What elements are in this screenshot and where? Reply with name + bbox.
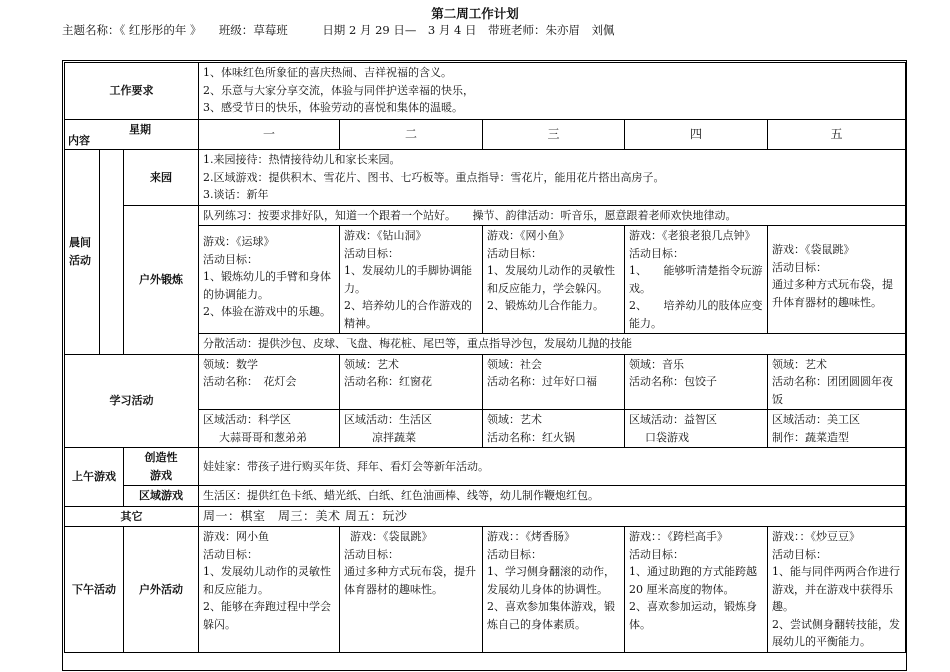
outdoor-game-cell: 游戏：《袋鼠跳》 活动目标： 通过多种方式玩布袋，提升体育器材的趣味性。 [768, 226, 906, 334]
requirement-item: 1、体味红色所象征的喜庆热闹、吉祥祝福的含义。 [203, 66, 453, 79]
day-header: 二 [340, 120, 483, 150]
class-label: 班级： [218, 23, 254, 37]
study-area-cell: 区域活动：生活区 凉拌蔬菜 [340, 410, 483, 448]
outdoor-game-cell: 游戏：《老狼老狼几点钟》 活动目标： 1、 能够听清楚指令玩游戏。 2、 培养幼儿的肢体应变能力。 [625, 226, 768, 334]
area-game-label: 区域游戏 [124, 486, 199, 507]
morning-label: 晨间 活动 [65, 150, 100, 355]
study-label: 学习活动 [65, 354, 199, 448]
arrival-label: 来园 [124, 150, 199, 206]
outdoor-label: 户外锻炼 [124, 205, 199, 354]
outdoor-top-cell: 队列练习：按要求排好队，知道一个跟着一个站好。 操节、韵律活动：听音乐，愿意跟着老师欢快地律动。 [199, 205, 906, 226]
outdoor-game-cell: 游戏：《网小鱼》 活动目标： 1、发展幼儿动作的灵敏性和反应能力，学会躲闪。 2、锻炼幼儿合作能力。 [483, 226, 625, 334]
corner-week-label: 星期 [129, 123, 151, 136]
creative-game-label: 创造性 游戏 [124, 448, 199, 486]
plan-info-line [62, 22, 615, 38]
outdoor-bottom-cell: 分散活动：提供沙包、皮球、飞盘、梅花桩、尾巴等，重点指导沙包，发展幼儿抛的技能 [199, 334, 906, 355]
requirements-label: 工作要求 [65, 63, 199, 120]
requirements-cell [199, 63, 906, 120]
outdoor-game-cell: 游戏：《钻山洞》 活动目标： 1、发展幼儿的手脚协调能力。 2、培养幼儿的合作游戏的精神。 [340, 226, 483, 334]
day-header: 五 [768, 120, 906, 150]
pm-game-cell: 游戏：：《跨栏高手》 活动目标： 1、通过助跑的方式能跨越 20 厘米高度的物体。 2、喜欢参加运动，锻炼身体。 [625, 527, 768, 653]
pm-game-cell: 游戏：：《烤香肠》 活动目标： 1、学习侧身翻滚的动作，发展幼儿身体的协调性。 2、喜欢参加集体游戏，锻炼自己的身体素质。 [483, 527, 625, 653]
pm-game-cell: 游戏：《袋鼠跳》 活动目标： 通过多种方式玩布袋，提升体育器材的趣味性。 [340, 527, 483, 653]
requirement-item: 2、乐意与大家分享交流，体验与同伴护送幸福的快乐， [203, 83, 475, 97]
arrival-cell: 1.来园接待：热情接待幼儿和家长来园。 2.区域游戏：提供积木、雪花片、图书、七巧板等。重点指导：雪花片，能用花片搭出高房子。 3.谈话：新年 [199, 150, 906, 206]
theme-value: 《 红彤彤的年 》 [119, 23, 196, 37]
date-value: 2 月 29 日— 3 月 4 日 [348, 23, 477, 37]
outdoor-game-cell: 游戏：《运球》 活动目标： 1、锻炼幼儿的手臂和身体的协调能力。 2、体验在游戏中的乐趣。 [199, 226, 340, 334]
creative-game-cell: 娃娃家：带孩子进行购买年货、拜年、看灯会等新年活动。 [199, 448, 906, 486]
study-area-cell: 区域活动：益智区 口袋游戏 [625, 410, 768, 448]
study-cell: 领域：社会 活动名称：过年好口福 [483, 354, 625, 410]
date-label: 日期 [322, 23, 346, 37]
theme-label: 主题名称： [62, 23, 120, 37]
morning-spacer [100, 150, 124, 355]
day-header: 三 [483, 120, 625, 150]
day-header: 四 [625, 120, 768, 150]
page-title: 第二周工作计划 [431, 6, 519, 21]
study-area-cell: 领域：艺术 活动名称：红火锅 [483, 410, 625, 448]
teacher-value: 朱亦眉 刘佩 [545, 23, 615, 37]
pm-game-cell: 游戏：：《炒豆豆》 活动目标： 1、能与同伴两两合作进行游戏，并在游戏中获得乐趣。 2、尝试侧身翻转技能，发展幼儿的平衡能力。 [768, 527, 906, 653]
study-cell: 领域：艺术 活动名称：团团圆圆年夜饭 [768, 354, 906, 410]
class-value: 草莓班 [253, 23, 288, 37]
study-cell: 领域：艺术 活动名称：红窗花 [340, 354, 483, 410]
teacher-label: 带班老师： [488, 23, 546, 37]
day-header: 一 [199, 120, 340, 150]
pm-sub-label: 户外活动 [124, 527, 199, 653]
corner-header [65, 120, 199, 150]
pm-game-cell: 游戏：网小鱼 活动目标： 1、发展幼儿动作的灵敏性和反应能力。 2、能够在奔跑过程中学会躲闪。 [199, 527, 340, 653]
other-cell: 周一：棋室 周三：美术 周五：玩沙 [199, 506, 906, 527]
pm-label: 下午活动 [65, 527, 124, 653]
study-area-cell: 区域活动：科学区 大蒜哥哥和葱弟弟 [199, 410, 340, 448]
study-area-cell: 区域活动：美工区 制作：蔬菜造型 [768, 410, 906, 448]
requirement-item: 3、感受节日的快乐，体验劳动的喜悦和集体的温暖。 [203, 101, 464, 114]
other-label: 其它 [65, 506, 199, 527]
weekly-plan-table [64, 62, 906, 653]
area-game-cell: 生活区：提供红色卡纸、蜡光纸、白纸、红色油画棒、线等，幼儿制作鞭炮红包。 [199, 486, 906, 507]
corner-content-label: 内容 [68, 134, 90, 147]
am-games-label: 上午游戏 [65, 448, 124, 507]
study-cell: 领域：数学 活动名称： 花灯会 [199, 354, 340, 410]
study-cell: 领域：音乐 活动名称：包饺子 [625, 354, 768, 410]
